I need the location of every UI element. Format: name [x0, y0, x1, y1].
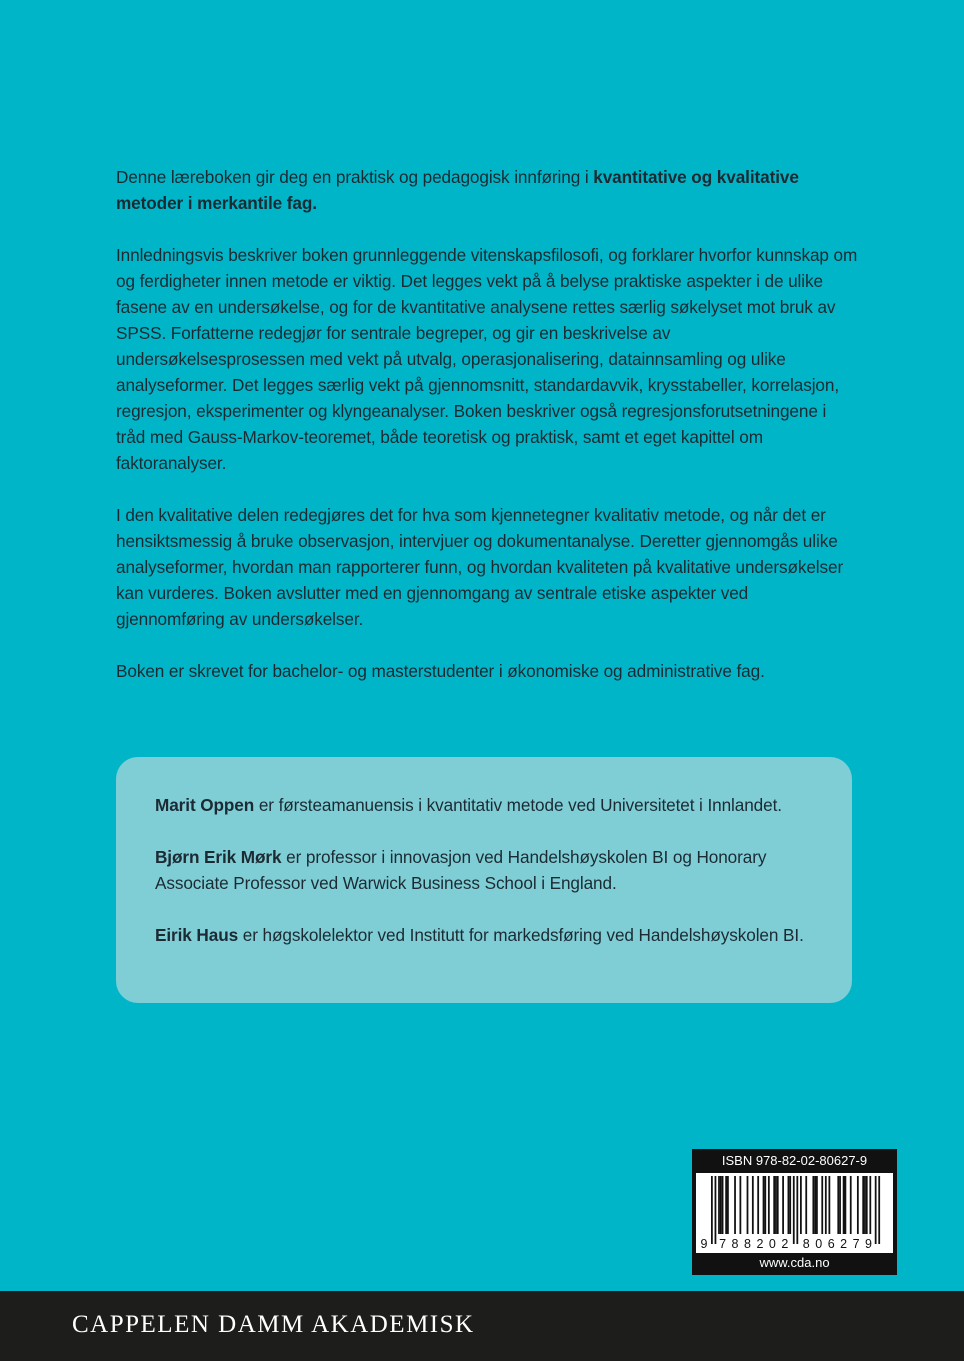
barcode-digit: 9 [865, 1237, 872, 1251]
barcode-bar [747, 1176, 749, 1234]
barcode-bar [773, 1176, 775, 1234]
barcode [696, 1173, 893, 1253]
barcode-digit: 8 [802, 1237, 810, 1251]
barcode-bar [862, 1176, 864, 1234]
back-cover-description [116, 164, 860, 710]
isbn-barcode-block [692, 1149, 897, 1275]
barcode-digit: 0 [768, 1237, 776, 1251]
barcode-digit: 9 [700, 1237, 708, 1251]
barcode-graphic [696, 1173, 893, 1253]
barcode-bar [839, 1176, 841, 1234]
author-name: Bjørn Erik Mørk [155, 847, 282, 867]
intro-paragraph-4: Boken er skrevet for bachelor- og masterstudenter i økonomiske og administrative fag. [116, 661, 765, 681]
author-bio: er professor i innovasjon ved Handelshøyskolen BI og Honorary Associate Professor ved Warwick Business School i England. [155, 847, 767, 893]
barcode-bar [789, 1176, 791, 1234]
barcode-bar [718, 1176, 720, 1234]
intro-paragraph-1 [116, 164, 860, 216]
barcode-bar [715, 1176, 717, 1244]
barcode-bar [788, 1176, 790, 1234]
barcode-bar [727, 1176, 729, 1234]
barcode-bar [812, 1176, 814, 1234]
author-entry [155, 844, 822, 896]
barcode-bar [814, 1176, 816, 1234]
barcode-digit: 2 [756, 1237, 764, 1251]
barcode-bar [869, 1176, 871, 1234]
barcode-digit: 7 [719, 1237, 727, 1251]
barcode-bar [864, 1176, 866, 1234]
author-bio: er førsteamanuensis i kvantitativ metode ved Universitetet i Innlandet. [254, 795, 782, 815]
barcode-bar [800, 1176, 802, 1234]
barcode-bar [878, 1176, 880, 1244]
intro-emphasis: kvantitative og kvalitative metoder i merkantile fag. [116, 167, 799, 213]
barcode-bar [763, 1176, 765, 1234]
barcode-digit: 2 [781, 1237, 789, 1251]
barcode-digit: 8 [731, 1237, 739, 1251]
barcode-bar [734, 1176, 736, 1234]
barcode-bar [866, 1176, 868, 1234]
barcode-bar [739, 1176, 741, 1234]
intro-paragraph-3: I den kvalitative delen redegjøres det for hva som kjennetegner kvalitativ metode, og når det er hensiktsmessig å bruke observasjon, intervjuer og dokumentanalyse. Deretter gjennomgås ulike analyseformer, hvordan man rapporterer funn, og hvordan kvaliteten på kvalitative undersøkelser kan vurderes. Boken avslutter med en gjennomgang av sentrale etiske aspekter ved gjennomføring av undersøkelser. [116, 505, 844, 629]
barcode-bar [816, 1176, 818, 1234]
barcode-digit: 6 [827, 1237, 835, 1251]
barcode-bar [796, 1176, 798, 1244]
barcode-bar [845, 1176, 847, 1234]
author-name: Eirik Haus [155, 925, 239, 945]
intro-paragraph-2: Innledningsvis beskriver boken grunnleggende vitenskapsfilosofi, og forklarer hvorfor kunnskap om og ferdigheter innen metode er viktig. Det legges vekt på å belyse praktiske aspekter i de ulike fasene av en undersøkelse, og for de kvantitative analysene rettes særlig søkelyset mot bruk av SPSS. Forfatterne redegjør for sentrale begreper, og gir en beskrivelse av undersøkelsesprosessen med vekt på utvalg, operasjonalisering, datainnsamling og ulike analyseformer. Det legges særlig vekt på gjennomsnitt, standardavvik, krysstabeller, korrelasjon, regresjon, eksperimenter og klyngeanalyser. Boken beskriver også regresjonsforutsetningene i tråd med Gauss-Markov-teoremet, både teoretisk og praktisk, samt et eget kapittel om faktoranalyser. [116, 245, 858, 473]
barcode-bar [843, 1176, 845, 1234]
footer-bar [0, 1291, 964, 1361]
barcode-digit: 2 [840, 1237, 848, 1251]
barcode-bar [828, 1176, 830, 1234]
barcode-bar [782, 1176, 784, 1234]
intro-text: Denne læreboken gir deg en praktisk og pedagogisk innføring i [116, 167, 594, 187]
barcode-bar [757, 1176, 759, 1234]
author-entry [155, 922, 822, 948]
barcode-bar [768, 1176, 770, 1234]
barcode-digit: 0 [815, 1237, 823, 1251]
authors-box [116, 757, 852, 1003]
author-name: Marit Oppen [155, 795, 255, 815]
barcode-bar [752, 1176, 754, 1234]
barcode-bar [875, 1176, 877, 1244]
barcode-bar [711, 1176, 713, 1244]
barcode-bar [805, 1176, 807, 1234]
author-bio: er høgskolelektor ved Institutt for markedsføring ved Handelshøyskolen BI. [238, 925, 804, 945]
barcode-bar [837, 1176, 839, 1234]
barcode-bar [825, 1176, 827, 1234]
isbn-number: ISBN 978-82-02-80627-9 [721, 1153, 868, 1168]
barcode-digit: 7 [852, 1237, 860, 1251]
barcode-bar [720, 1176, 722, 1234]
barcode-bar [777, 1176, 779, 1234]
barcode-bar [850, 1176, 852, 1234]
barcode-bar [821, 1176, 823, 1234]
author-entry [155, 792, 822, 818]
barcode-bar [775, 1176, 777, 1234]
barcode-bar [857, 1176, 859, 1234]
barcode-digit: 8 [744, 1237, 751, 1251]
barcode-bar [793, 1176, 795, 1244]
publisher-logo: CAPPELEN DAMM AKADEMISK [72, 1311, 475, 1338]
barcode-bar [725, 1176, 727, 1234]
barcode-bar [764, 1176, 766, 1234]
barcode-bar [722, 1176, 724, 1234]
publisher-url: www.cda.no [759, 1255, 830, 1270]
